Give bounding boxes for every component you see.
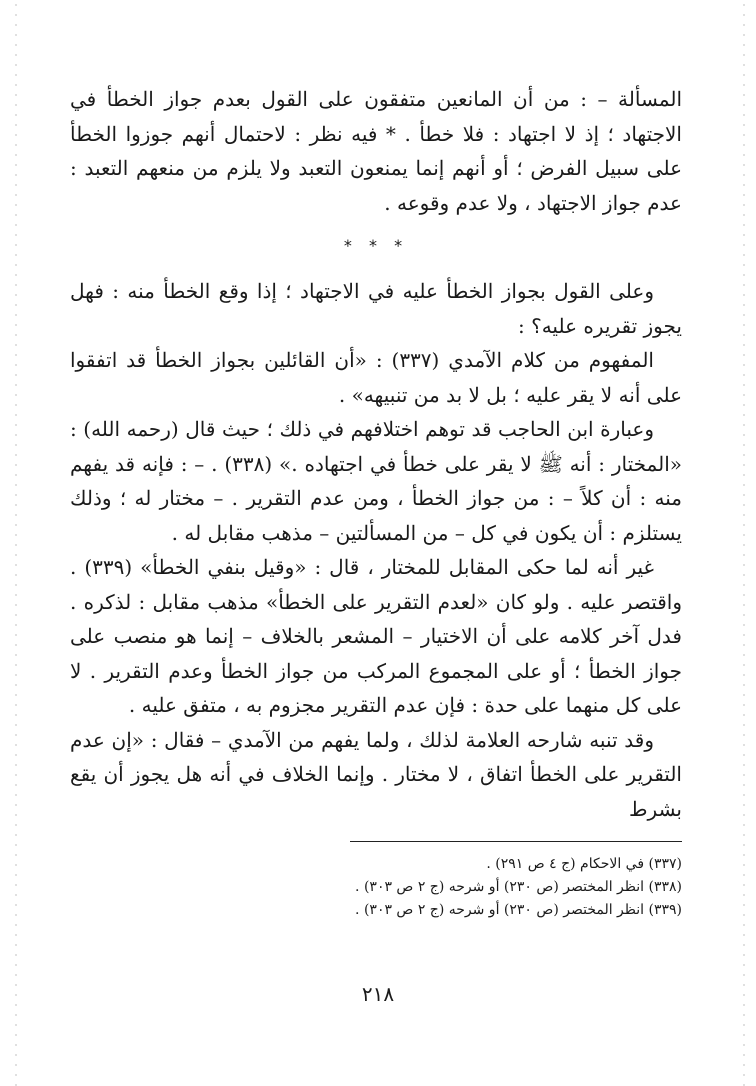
paragraph-3: المفهوم من كلام الآمدي (٣٣٧) : «أن القائلين بجواز الخطأ قد اتفقوا على أنه لا يقر عليه ؛ بل لا بد من تنبيهه» . bbox=[70, 348, 682, 407]
paragraph-4: وعبارة ابن الحاجب قد توهم اختلافهم في ذلك ؛ حيث قال (رحمه الله) : «المختار : أنه ﷺ لا يقر على خطأ في اجتهاده .» (٣٣٨) . – : فإنه قد يفهم منه : أن كلاً – : من جواز الخطأ ، ومن عدم التقرير . – مختار له ؛ وذلك يستلزم : أن يكون في كل – من المسألتين – مذهب مقابل له . bbox=[70, 417, 682, 545]
main-text bbox=[70, 82, 682, 826]
paragraph-5: غير أنه لما حكى المقابل للمختار ، قال : «وقيل بنفي الخطأ» (٣٣٩) . واقتصر عليه . ولو كان «لعدم التقرير على الخطأ» مذهب مقابل : لذكره . فدل آخر كلامه على أن الاختيار – المشعر بالخلاف – إنما هو منصب على جواز الخطأ ؛ أو على المجموع المركب من جواز الخطأ وعدم التقرير . لا على كل منهما على حدة : فإن عدم التقرير مجزوم به ، متفق عليه . bbox=[70, 555, 683, 717]
scan-margin-left bbox=[14, 0, 18, 1086]
page-number: ٢١٨ bbox=[361, 982, 395, 1006]
footnote-338: (٣٣٨) انظر المختصر (ص ٢٣٠) أو شرحه (ج ٢ ص ٣٠٣) . bbox=[355, 879, 682, 895]
footnote-337: (٣٣٧) في الاحكام (ج ٤ ص ٢٩١) . bbox=[486, 856, 682, 872]
section-separator: * * * bbox=[343, 236, 409, 255]
footnote-339: (٣٣٩) انظر المختصر (ص ٢٣٠) أو شرحه (ج ٢ ص ٣٠٣) . bbox=[355, 902, 682, 918]
footnotes bbox=[70, 853, 682, 922]
paragraph-2: وعلى القول بجواز الخطأ عليه في الاجتهاد ؛ إذا وقع الخطأ منه : فهل يجوز تقريره عليه؟ : bbox=[70, 279, 682, 338]
paragraph-6: وقد تنبه شارحه العلامة لذلك ، ولما يفهم من الآمدي – فقال : «إن عدم التقرير على الخطأ اتفاق ، لا مختار . وإنما الخلاف في أنه هل يجوز أن يقع بشرط bbox=[70, 727, 682, 821]
scan-margin-right bbox=[742, 0, 746, 1086]
footnote-divider bbox=[350, 841, 682, 842]
paragraph-1: المسألة – : من أن المانعين متفقون على القول بعدم جواز الخطأ في الاجتهاد ؛ إذ لا اجتهاد : فلا خطأ . * فيه نظر : لاحتمال أنهم جوزوا الخطأ على سبيل الفرض ؛ أو أنهم إنما يمنعون التعبد ولا يلزم من منعهم التعبد : عدم جواز الاجتهاد ، ولا عدم وقوعه . bbox=[70, 87, 682, 215]
